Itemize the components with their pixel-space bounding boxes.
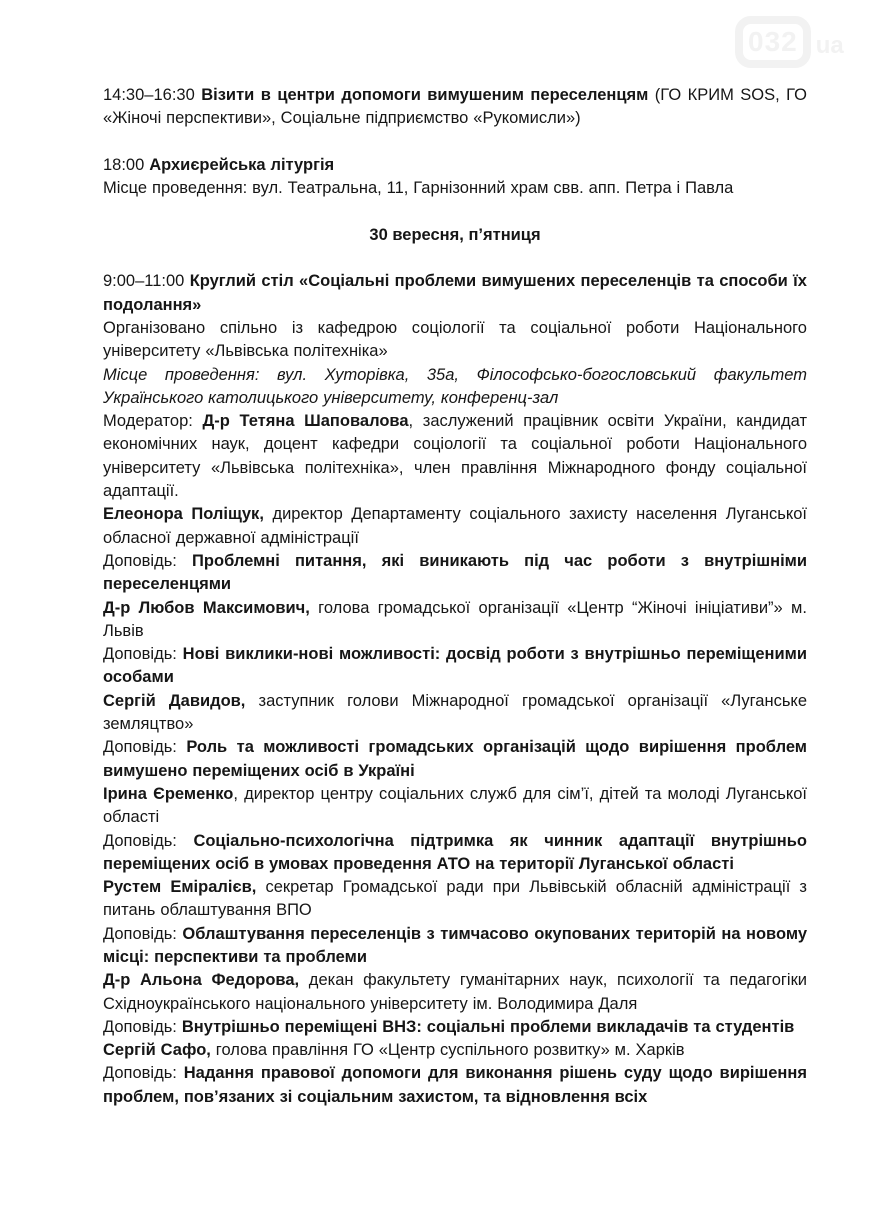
watermark-bubble-icon: [735, 16, 811, 68]
speaker-davydov: [103, 690, 807, 737]
text-run: Соціально-психологічна підтримка як чинник адаптації внутрішньо переміщених осіб в умовах проведення АТО на території Луганської області: [103, 831, 807, 873]
text-run: Облаштування переселенців з тимчасово окупованих територій на новому місці: перспективи та проблеми: [103, 924, 807, 966]
text-run: Надання правової допомоги для виконання рішень суду щодо вирішення проблем, пов’язаних зі соціальним захистом, та відновлення всіх: [103, 1064, 807, 1106]
talk-emiraliev: [103, 923, 807, 970]
text-run: голова громадської організації «Центр “Жіночі ініціативи”» м. Львів: [103, 598, 807, 640]
talk-fedorova: [103, 1016, 807, 1039]
session-organizers: [103, 317, 807, 364]
watermark-suffix: ua: [815, 32, 844, 59]
text-run: Д-р Любов Максимович,: [103, 598, 310, 617]
text-run: Візити в центри допомоги вимушеним переселенцям: [201, 86, 649, 104]
text-run: Проблемні питання, які виникають під час роботи з внутрішніми переселенцями: [103, 551, 807, 594]
speaker-yeremenko: [103, 783, 807, 830]
text-run: директор Департаменту соціального захисту населення Луганської обласної державної адміністрації: [103, 505, 807, 547]
text-run: секретар Громадської ради при Львівській обласній адміністрації з питань облаштування ВПО: [103, 878, 807, 920]
text-run: Нові виклики-нові можливості: досвід роботи з внутрішньо переміщеними особами: [103, 645, 807, 687]
text-run: Місце проведення: вул. Хуторівка, 35а, Філософсько-богословський факультет Українського католицького університету, конференц-зал: [103, 365, 807, 407]
text-run: Місце проведення: вул. Театральна, 11, Гарнізонний храм свв. апп. Петра і Павла: [103, 179, 734, 198]
text-run: Модератор:: [103, 412, 203, 431]
watermark-bubble-text: 032: [748, 26, 798, 57]
speaker-emiraliev: [103, 876, 807, 923]
moderator-line: [103, 410, 807, 503]
text-run: Елеонора Поліщук,: [103, 505, 264, 524]
text-run: Сергій Сафо,: [103, 1041, 211, 1060]
text-run: 18:00: [103, 155, 150, 174]
text-run: голова правління ГО «Центр суспільного розвитку» м. Харків: [210, 1041, 685, 1060]
speaker-safo: [103, 1039, 807, 1062]
text-run: Організовано спільно із кафедрою соціології та соціальної роботи Національного університету «Львівська політехніка»: [103, 318, 807, 361]
speaker-fedorova: [103, 969, 807, 1016]
site-watermark-logo: [735, 16, 844, 68]
text-run: 9:00–11:00: [103, 272, 190, 291]
text-run: Доповідь:: [103, 551, 193, 570]
text-run: декан факультету гуманітарних наук, психології та педагогіки Східноукраїнського національного університету ім. Володимира Даля: [103, 971, 807, 1013]
text-run: Доповідь:: [103, 1017, 182, 1036]
talk-yeremenko: [103, 830, 807, 877]
talk-maksymovych: [103, 643, 807, 690]
blank-line: [103, 247, 807, 270]
text-run: Внутрішньо переміщені ВНЗ: соціальні проблеми викладачів та студентів: [181, 1017, 795, 1036]
text-run: (ГО КРИМ SOS, ГО «Жіночі перспективи», Соціальне підприємство «Рукомисли»): [103, 86, 807, 128]
text-run: Доповідь:: [103, 924, 183, 943]
text-run: заступник голови Міжнародної громадської організації «Луганське земляцтво»: [103, 691, 807, 734]
text-run: Роль та можливості громадських організацій щодо вирішення проблем вимушено переміщених осіб в Україні: [103, 738, 807, 780]
text-run: Доповідь:: [103, 831, 194, 850]
speaker-polishchuk: [103, 503, 807, 550]
text-run: , заслужений працівник освіти України, кандидат економічних наук, доцент кафедри соціології та соціальної роботи Національного університету «Львівська політехніка», член правління Міжнародного фонду соціальної адаптації.: [103, 412, 808, 501]
text-run: Сергій Давидов,: [103, 691, 246, 710]
text-run: Д-р Тетяна Шаповалова: [202, 412, 409, 431]
venue-roundtable: [103, 364, 807, 411]
date-heading: 30 вересня, п’ятниця: [369, 225, 541, 244]
session-roundtable-title: [103, 270, 807, 317]
venue-liturgy: [103, 177, 807, 200]
blank-line: [103, 200, 807, 223]
document-content: [103, 84, 807, 1109]
speaker-maksymovych: [103, 597, 807, 644]
text-run: Круглий стіл «Соціальні проблеми вимушених переселенців та способи їх подолання»: [103, 272, 807, 314]
text-run: Ірина Єременко: [103, 784, 234, 803]
text-run: 14:30–16:30: [103, 86, 202, 104]
event-visits-centers: [103, 84, 807, 131]
talk-safo: [103, 1062, 807, 1109]
talk-davydov: [103, 736, 807, 783]
text-run: Архиєрейська літургія: [149, 155, 335, 174]
talk-polishchuk: [103, 550, 807, 597]
text-run: Д-р Альона Федорова,: [103, 971, 300, 990]
text-run: Рустем Еміралієв,: [103, 878, 257, 897]
text-run: Доповідь:: [103, 1064, 184, 1083]
text-run: , директор центру соціальних служб для сім’ї, дітей та молоді Луганської області: [103, 784, 807, 827]
text-run: Доповідь:: [103, 645, 183, 664]
blank-line: [103, 131, 807, 154]
text-run: Доповідь:: [103, 738, 187, 757]
event-liturgy: [103, 154, 807, 177]
